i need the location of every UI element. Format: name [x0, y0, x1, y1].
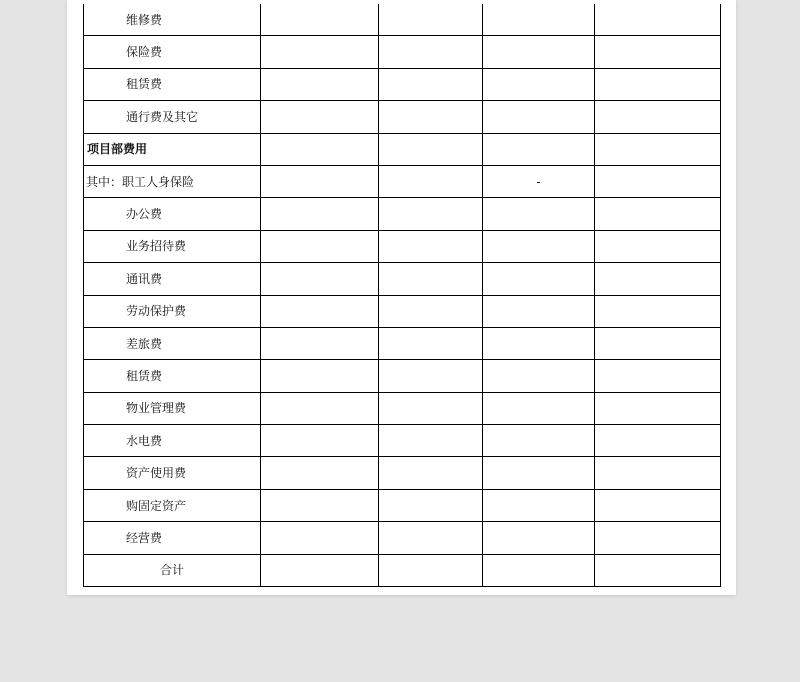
- value-cell[interactable]: [261, 392, 379, 424]
- table-row: [84, 425, 721, 457]
- value-cell[interactable]: [595, 230, 721, 262]
- value-cell[interactable]: [595, 68, 721, 100]
- value-cell[interactable]: [379, 295, 483, 327]
- row-label-cell[interactable]: 水电费: [84, 425, 261, 457]
- value-cell[interactable]: [483, 133, 595, 165]
- row-label-cell[interactable]: 租赁费: [84, 68, 261, 100]
- value-cell[interactable]: [595, 133, 721, 165]
- value-cell[interactable]: [483, 198, 595, 230]
- row-label-cell[interactable]: 物业管理费: [84, 392, 261, 424]
- value-cell[interactable]: [261, 457, 379, 489]
- value-cell[interactable]: [483, 327, 595, 359]
- value-cell[interactable]: [261, 198, 379, 230]
- value-cell[interactable]: [379, 489, 483, 521]
- value-cell[interactable]: [483, 295, 595, 327]
- row-label-cell[interactable]: 资产使用费: [84, 457, 261, 489]
- row-label-cell[interactable]: 业务招待费: [84, 230, 261, 262]
- value-cell[interactable]: [483, 425, 595, 457]
- value-cell[interactable]: [379, 457, 483, 489]
- row-label-cell[interactable]: 保险费: [84, 36, 261, 68]
- value-cell[interactable]: [379, 198, 483, 230]
- row-label-cell[interactable]: 劳动保护费: [84, 295, 261, 327]
- value-cell[interactable]: [261, 230, 379, 262]
- table-row: [84, 133, 721, 165]
- value-cell[interactable]: [595, 36, 721, 68]
- value-cell[interactable]: [595, 457, 721, 489]
- value-cell[interactable]: [261, 4, 379, 36]
- value-cell[interactable]: [379, 4, 483, 36]
- value-cell[interactable]: [379, 554, 483, 586]
- value-cell[interactable]: [379, 425, 483, 457]
- expense-table: [83, 4, 721, 587]
- row-label-cell[interactable]: 其中：职工人身保险: [84, 165, 261, 197]
- value-cell[interactable]: [595, 263, 721, 295]
- value-cell[interactable]: [379, 36, 483, 68]
- value-cell[interactable]: [595, 165, 721, 197]
- row-label-cell[interactable]: 维修费: [84, 4, 261, 36]
- row-label-cell[interactable]: 项目部费用: [84, 133, 261, 165]
- value-cell[interactable]: [483, 101, 595, 133]
- table-row: [84, 489, 721, 521]
- value-cell[interactable]: [595, 425, 721, 457]
- value-cell[interactable]: [483, 522, 595, 554]
- value-cell[interactable]: [483, 554, 595, 586]
- value-cell[interactable]: [261, 68, 379, 100]
- value-cell[interactable]: [261, 554, 379, 586]
- value-cell[interactable]: [379, 263, 483, 295]
- value-cell[interactable]: [595, 4, 721, 36]
- value-cell[interactable]: [595, 101, 721, 133]
- table-row: [84, 360, 721, 392]
- row-label-cell[interactable]: 经营费: [84, 522, 261, 554]
- table-row: [84, 198, 721, 230]
- value-cell[interactable]: [483, 392, 595, 424]
- row-label-cell[interactable]: 通讯费: [84, 263, 261, 295]
- table-row: [84, 457, 721, 489]
- value-cell[interactable]: [379, 230, 483, 262]
- table-row: [84, 68, 721, 100]
- value-cell[interactable]: [379, 165, 483, 197]
- value-cell[interactable]: [261, 327, 379, 359]
- value-cell[interactable]: [483, 68, 595, 100]
- value-cell[interactable]: [595, 392, 721, 424]
- value-cell[interactable]: [379, 360, 483, 392]
- value-cell[interactable]: [261, 522, 379, 554]
- value-cell[interactable]: [379, 101, 483, 133]
- value-cell[interactable]: [261, 133, 379, 165]
- value-cell[interactable]: [379, 392, 483, 424]
- value-cell[interactable]: [261, 360, 379, 392]
- value-cell[interactable]: [483, 360, 595, 392]
- value-cell[interactable]: [379, 68, 483, 100]
- value-cell[interactable]: [261, 295, 379, 327]
- table-row: [84, 36, 721, 68]
- value-cell[interactable]: [595, 522, 721, 554]
- row-label-cell[interactable]: 租赁费: [84, 360, 261, 392]
- value-cell[interactable]: [483, 230, 595, 262]
- value-cell[interactable]: [261, 425, 379, 457]
- value-cell[interactable]: [483, 263, 595, 295]
- row-label-cell[interactable]: 差旅费: [84, 327, 261, 359]
- table-row: [84, 230, 721, 262]
- row-label-cell[interactable]: 办公费: [84, 198, 261, 230]
- table-row: [84, 392, 721, 424]
- value-cell[interactable]: [595, 554, 721, 586]
- value-cell[interactable]: [483, 4, 595, 36]
- value-cell[interactable]: [483, 457, 595, 489]
- value-cell[interactable]: [261, 36, 379, 68]
- value-cell[interactable]: [379, 327, 483, 359]
- table-row: [84, 522, 721, 554]
- value-cell[interactable]: [379, 522, 483, 554]
- value-cell[interactable]: -: [483, 165, 595, 197]
- value-cell[interactable]: [595, 489, 721, 521]
- table-row: [84, 263, 721, 295]
- value-cell[interactable]: [595, 198, 721, 230]
- value-cell[interactable]: [261, 165, 379, 197]
- value-cell[interactable]: [595, 295, 721, 327]
- table-row: [84, 4, 721, 36]
- table-row: [84, 327, 721, 359]
- value-cell[interactable]: [483, 36, 595, 68]
- row-label-cell[interactable]: 合计: [84, 554, 261, 586]
- table-row: [84, 165, 721, 197]
- value-cell[interactable]: [261, 263, 379, 295]
- table-row: [84, 295, 721, 327]
- value-cell[interactable]: [261, 489, 379, 521]
- spreadsheet-page: [67, 0, 736, 595]
- table-row: [84, 554, 721, 586]
- value-cell[interactable]: [379, 133, 483, 165]
- value-cell[interactable]: [595, 360, 721, 392]
- value-cell[interactable]: [595, 327, 721, 359]
- value-cell[interactable]: [261, 101, 379, 133]
- value-cell[interactable]: [483, 489, 595, 521]
- row-label-cell[interactable]: 通行费及其它: [84, 101, 261, 133]
- row-label-cell[interactable]: 购固定资产: [84, 489, 261, 521]
- table-row: [84, 101, 721, 133]
